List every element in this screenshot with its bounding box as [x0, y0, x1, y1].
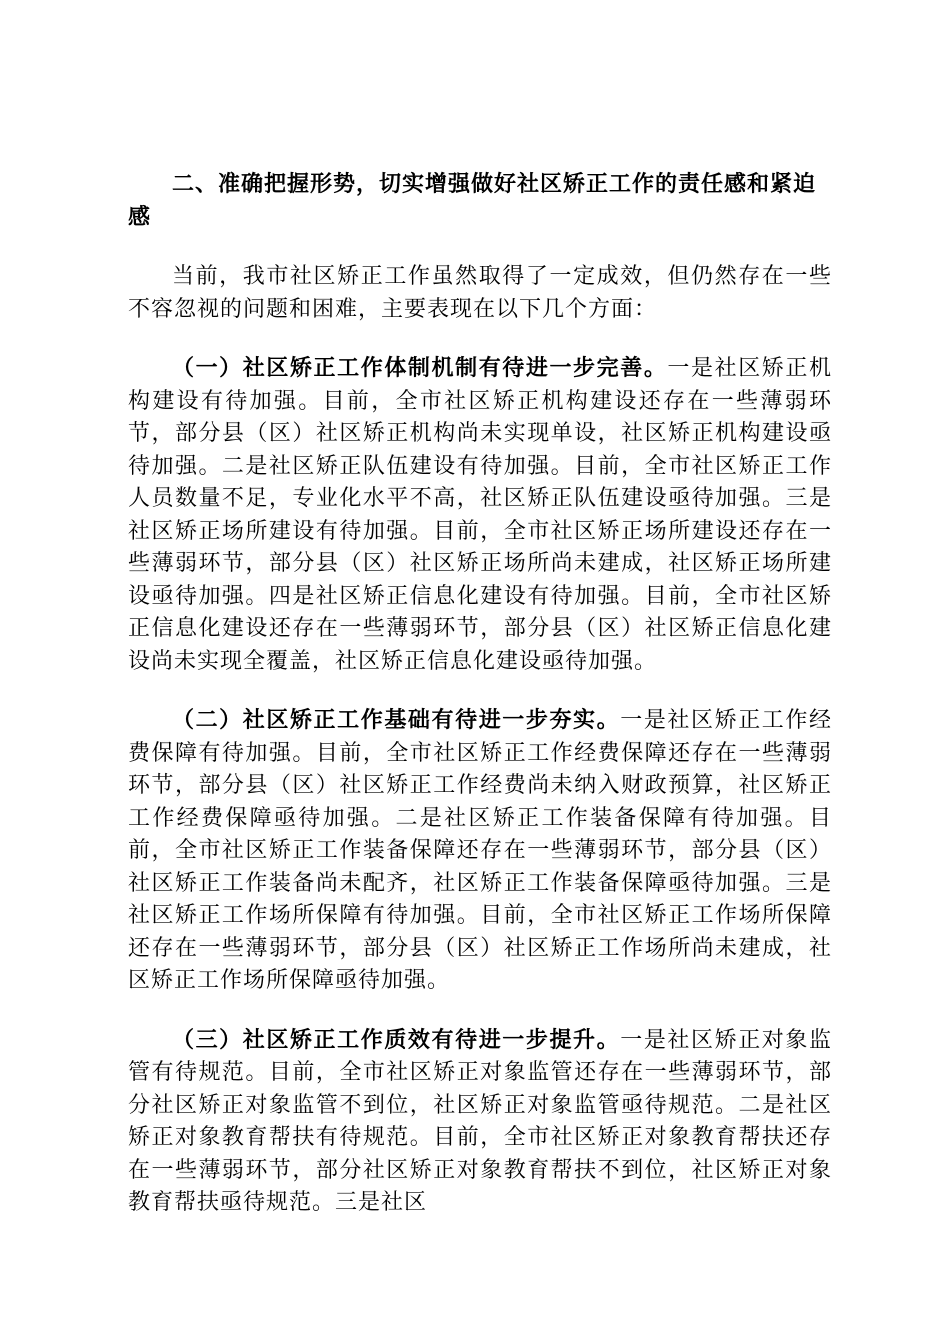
- item-body-1: 一是社区矫正机构建设有待加强。目前，全市社区矫正机构建设还存在一些薄弱环节，部分县（区）社区矫正机构尚未实现单设，社区矫正机构建设亟待加强。二是社区矫正队伍建设有待加强。目前，全市社区矫正工作人员数量不足，专业化水平不高，社区矫正队伍建设亟待加强。三是社区矫正场所建设有待加强。目前，全市社区矫正场所建设还存在一些薄弱环节，部分县（区）社区矫正场所尚未建成，社区矫正场所建设亟待加强。四是社区矫正信息化建设有待加强。目前，全市社区矫正信息化建设还存在一些薄弱环节，部分县（区）社区矫正信息化建设尚未实现全覆盖，社区矫正信息化建设亟待加强。: [128, 356, 832, 674]
- item-paragraph-1: [128, 353, 832, 678]
- item-paragraph-2: [128, 705, 832, 998]
- document-page: [128, 168, 832, 1220]
- item-lead-2: （二）社区矫正工作基础有待进一步夯实。: [172, 708, 621, 733]
- item-body-2: 一是社区矫正工作经费保障有待加强。目前，全市社区矫正工作经费保障还存在一些薄弱环节，部分县（区）社区矫正工作经费尚未纳入财政预算，社区矫正工作经费保障亟待加强。二是社区矫正工作装备保障有待加强。目前，全市社区矫正工作装备保障还存在一些薄弱环节，部分县（区）社区矫正工作装备尚未配齐，社区矫正工作装备保障亟待加强。三是社区矫正工作场所保障有待加强。目前，全市社区矫正工作场所保障还存在一些薄弱环节，部分县（区）社区矫正工作场所尚未建成，社区矫正工作场所保障亟待加强。: [128, 708, 832, 993]
- section-heading: 二、准确把握形势，切实增强做好社区矫正工作的责任感和紧迫感: [128, 172, 817, 230]
- item-paragraph-3: [128, 1025, 832, 1220]
- item-lead-3: （三）社区矫正工作质效有待进一步提升。: [172, 1027, 621, 1053]
- intro-paragraph: 当前，我市社区矫正工作虽然取得了一定成效，但仍然存在一些不容忽视的问题和困难，主要表现在以下几个方面：: [128, 264, 832, 322]
- item-lead-1: （一）社区矫正工作体制机制有待进一步完善。: [172, 356, 668, 381]
- item-body-3: 一是社区矫正对象监管有待规范。目前，全市社区矫正对象监管还存在一些薄弱环节，部分社区矫正对象监管不到位，社区矫正对象监管亟待规范。二是社区矫正对象教育帮扶有待规范。目前，全市社区矫正对象教育帮扶还存在一些薄弱环节，部分社区矫正对象教育帮扶不到位，社区矫正对象教育帮扶亟待规范。三是社区: [128, 1027, 832, 1215]
